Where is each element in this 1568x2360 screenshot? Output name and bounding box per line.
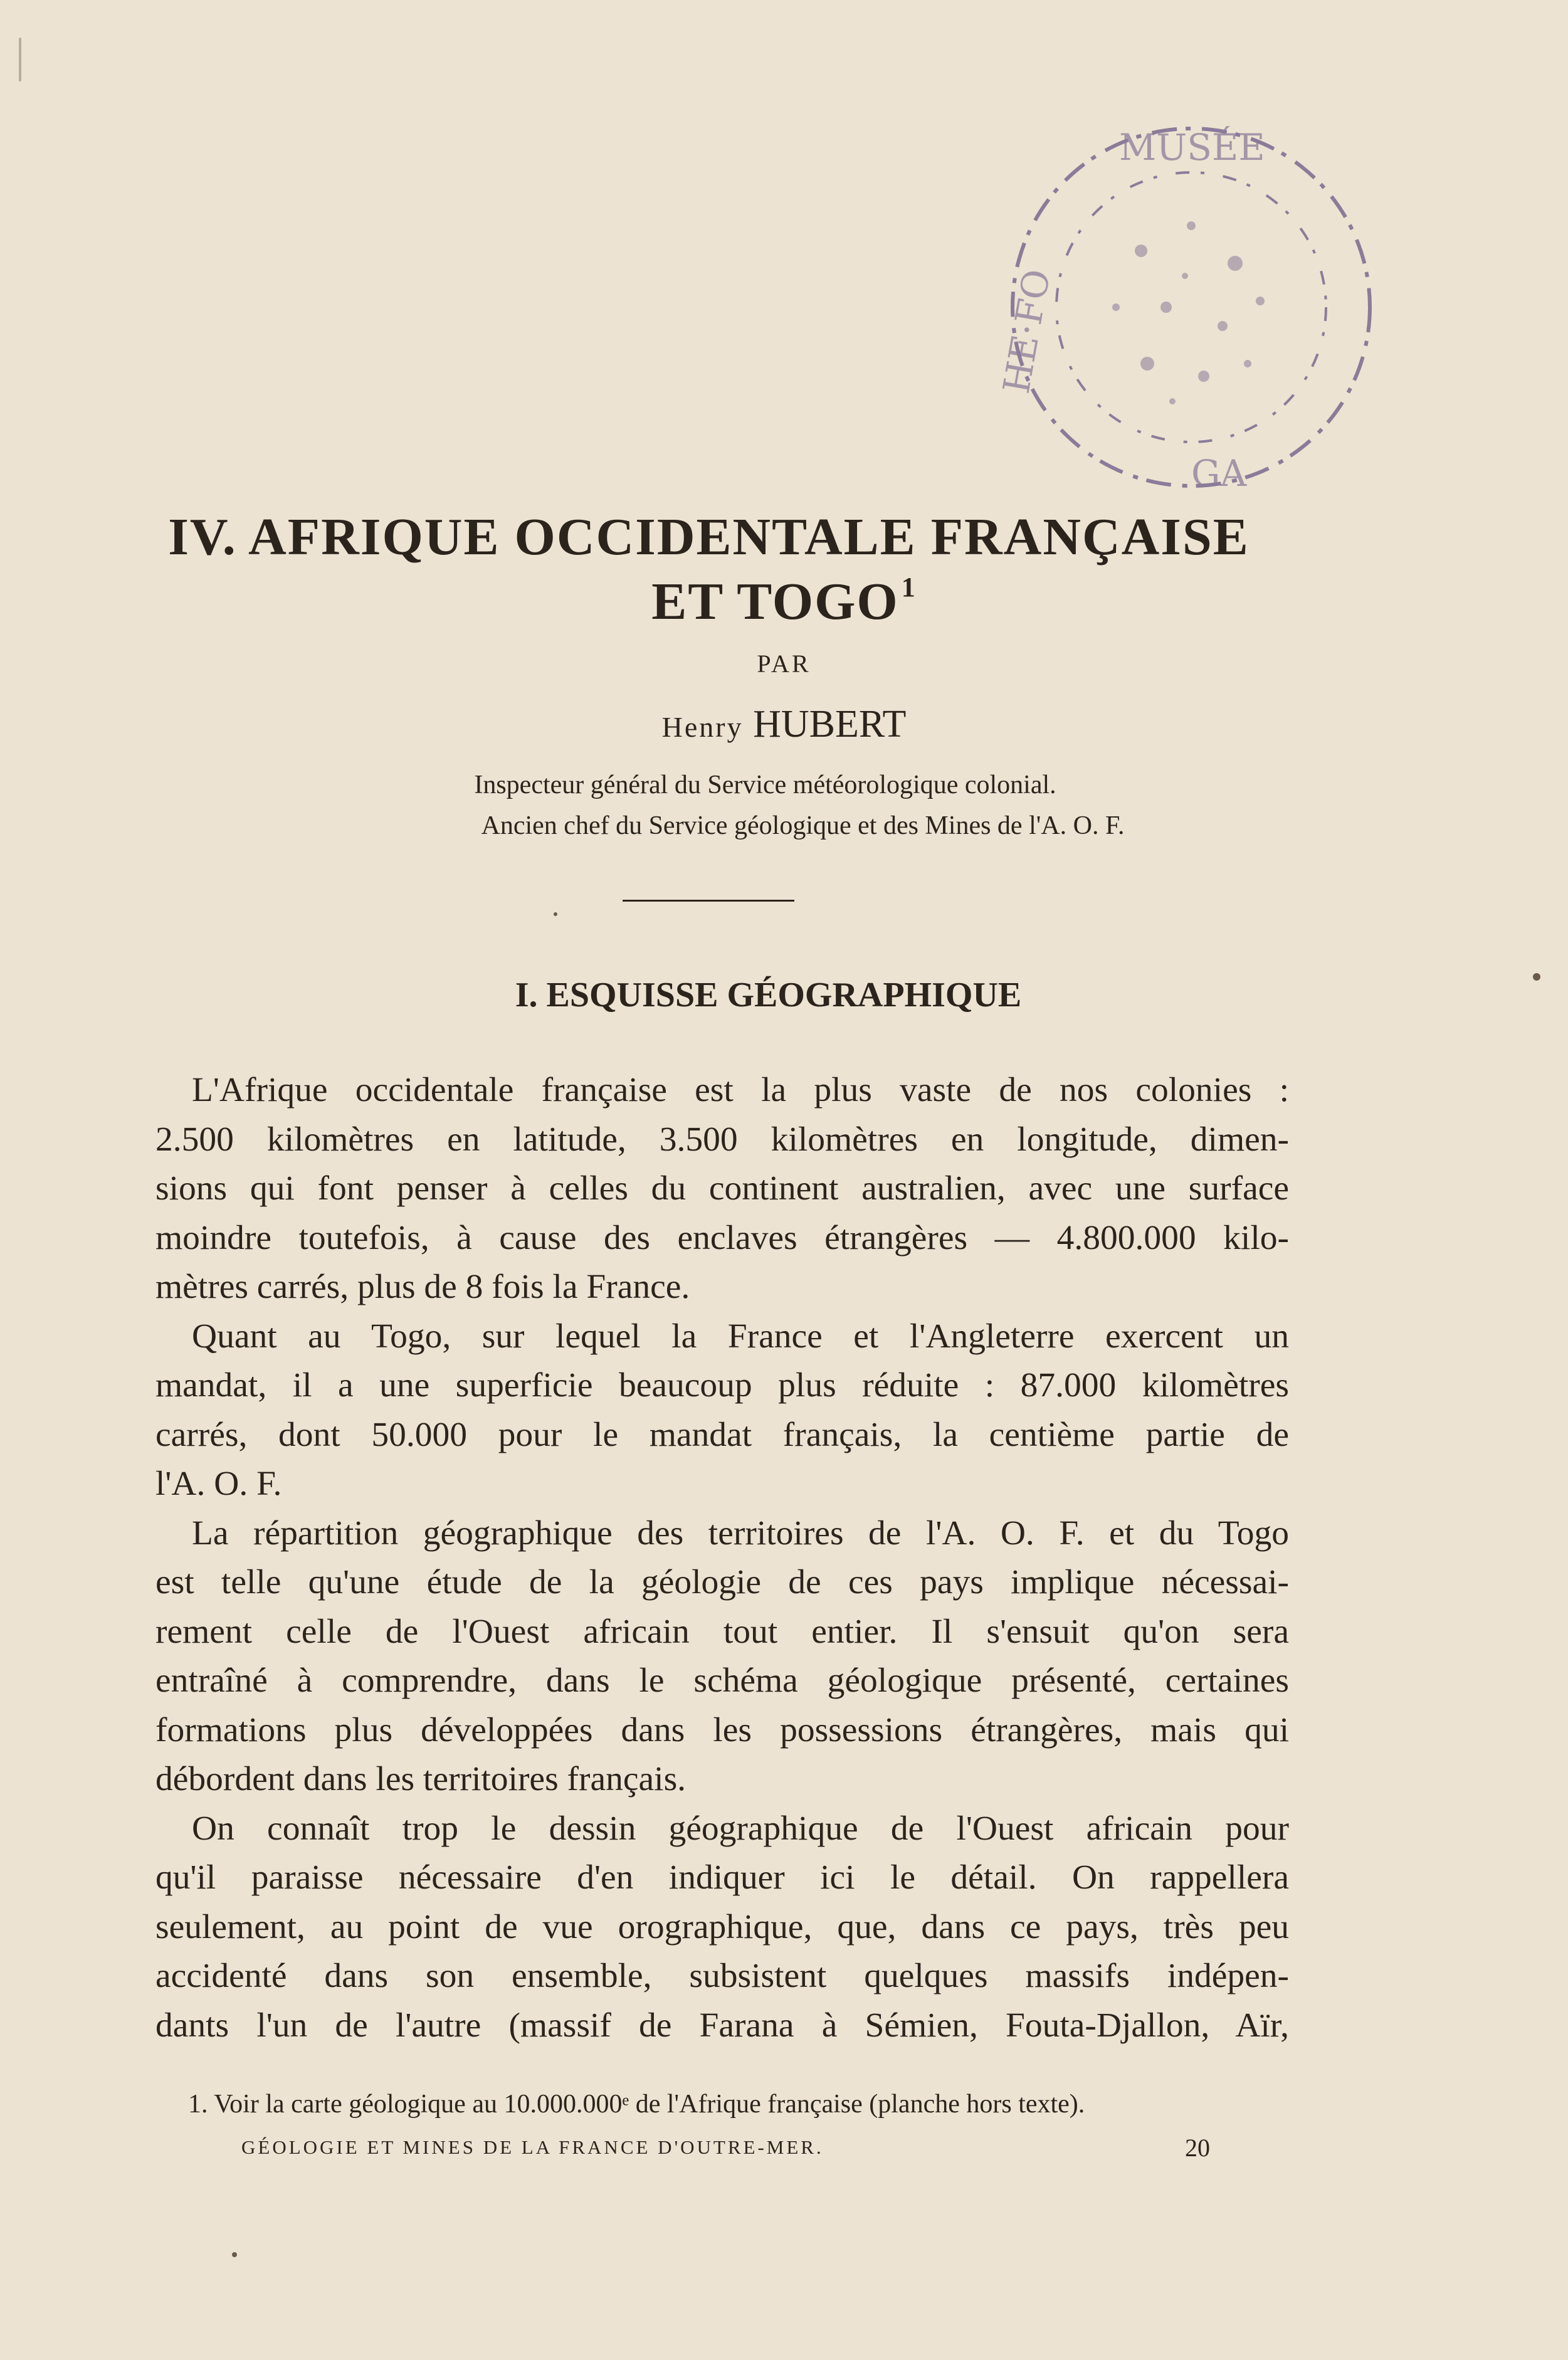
running-footer: GÉOLOGIE ET MINES DE LA FRANCE D'OUTRE-MER. bbox=[241, 2136, 824, 2158]
author-name bbox=[0, 702, 1568, 747]
stamp-bottom-text: GA bbox=[1191, 452, 1247, 495]
byline-par: PAR bbox=[757, 650, 811, 678]
body-line: carrés, dont 50.000 pour le mandat français, la centième partie de bbox=[155, 1415, 1289, 1454]
body-line: sions qui font penser à celles du continent australien, avec une surface bbox=[155, 1169, 1289, 1208]
body-line: moindre toutefois, à cause des enclaves étrangères — 4.800.000 kilo- bbox=[155, 1218, 1289, 1257]
chapter-title-line1: IV. AFRIQUE OCCIDENTALE FRANÇAISE bbox=[168, 508, 1250, 566]
affiliation-line1: Inspecteur général du Service météorologique colonial. bbox=[474, 771, 1056, 799]
body-line: seulement, au point de vue orographique, que, dans ce pays, très peu bbox=[155, 1907, 1289, 1946]
footnote-ref: 1 bbox=[901, 572, 917, 603]
body-line: rement celle de l'Ouest africain tout entier. Il s'ensuit qu'on sera bbox=[155, 1612, 1289, 1651]
body-line: Quant au Togo, sur lequel la France et l'Angleterre exercent un bbox=[192, 1317, 1289, 1356]
stamp-top-text: MUSÉE bbox=[1119, 126, 1265, 169]
body-line: l'A. O. F. bbox=[155, 1465, 282, 1503]
body-line: est telle qu'une étude de la géologie de ces pays implique nécessai- bbox=[155, 1563, 1289, 1601]
museum-stamp-icon bbox=[984, 100, 1386, 514]
author-first-name: Henry bbox=[661, 711, 744, 743]
body-line: entraîné à comprendre, dans le schéma géologique présenté, certaines bbox=[155, 1662, 1289, 1700]
body-line: qu'il paraisse nécessaire d'en indiquer ici le détail. On rappellera bbox=[155, 1858, 1289, 1897]
author-last-name: HUBERT bbox=[753, 703, 907, 745]
body-line: On connaît trop le dessin géographique de l'Ouest africain pour bbox=[192, 1809, 1289, 1848]
title-divider bbox=[623, 900, 794, 902]
chapter-title-line2 bbox=[0, 572, 1568, 631]
body-line: débordent dans les territoires français. bbox=[155, 1760, 687, 1798]
paper-speck bbox=[19, 38, 21, 82]
section-title: I. ESQUISSE GÉOGRAPHIQUE bbox=[515, 976, 1022, 1014]
body-text bbox=[155, 1066, 1289, 2050]
body-line: L'Afrique occidentale française est la plus vaste de nos colonies : bbox=[192, 1071, 1289, 1109]
body-line: La répartition géographique des territoires de l'A. O. F. et du Togo bbox=[192, 1514, 1289, 1552]
body-line: mandat, il a une superficie beaucoup plus réduite : 87.000 kilomètres bbox=[155, 1366, 1289, 1404]
body-line: 2.500 kilomètres en latitude, 3.500 kilomètres en longitude, dimen- bbox=[155, 1120, 1289, 1159]
paper-speck bbox=[232, 2252, 237, 2257]
paper-speck bbox=[554, 912, 557, 916]
chapter-title-text: ET TOGO bbox=[651, 572, 899, 631]
body-line: mètres carrés, plus de 8 fois la France. bbox=[155, 1268, 690, 1306]
body-line: accidenté dans son ensemble, subsistent quelques massifs indépen- bbox=[155, 1957, 1289, 1995]
footnote: 1. Voir la carte géologique au 10.000.000ᵉ de l'Afrique française (planche hors texte). bbox=[188, 2090, 1085, 2119]
body-line: formations plus développées dans les possessions étrangères, mais qui bbox=[155, 1710, 1289, 1749]
stamp-left-text: HE·FO bbox=[994, 266, 1059, 397]
body-line: dants l'un de l'autre (massif de Farana à Sémien, Fouta-Djallon, Aïr, bbox=[155, 2006, 1289, 2045]
affiliation-line2: Ancien chef du Service géologique et des Mines de l'A. O. F. bbox=[481, 811, 1125, 840]
paper-speck bbox=[1533, 973, 1540, 981]
page-number: 20 bbox=[1185, 2134, 1210, 2162]
